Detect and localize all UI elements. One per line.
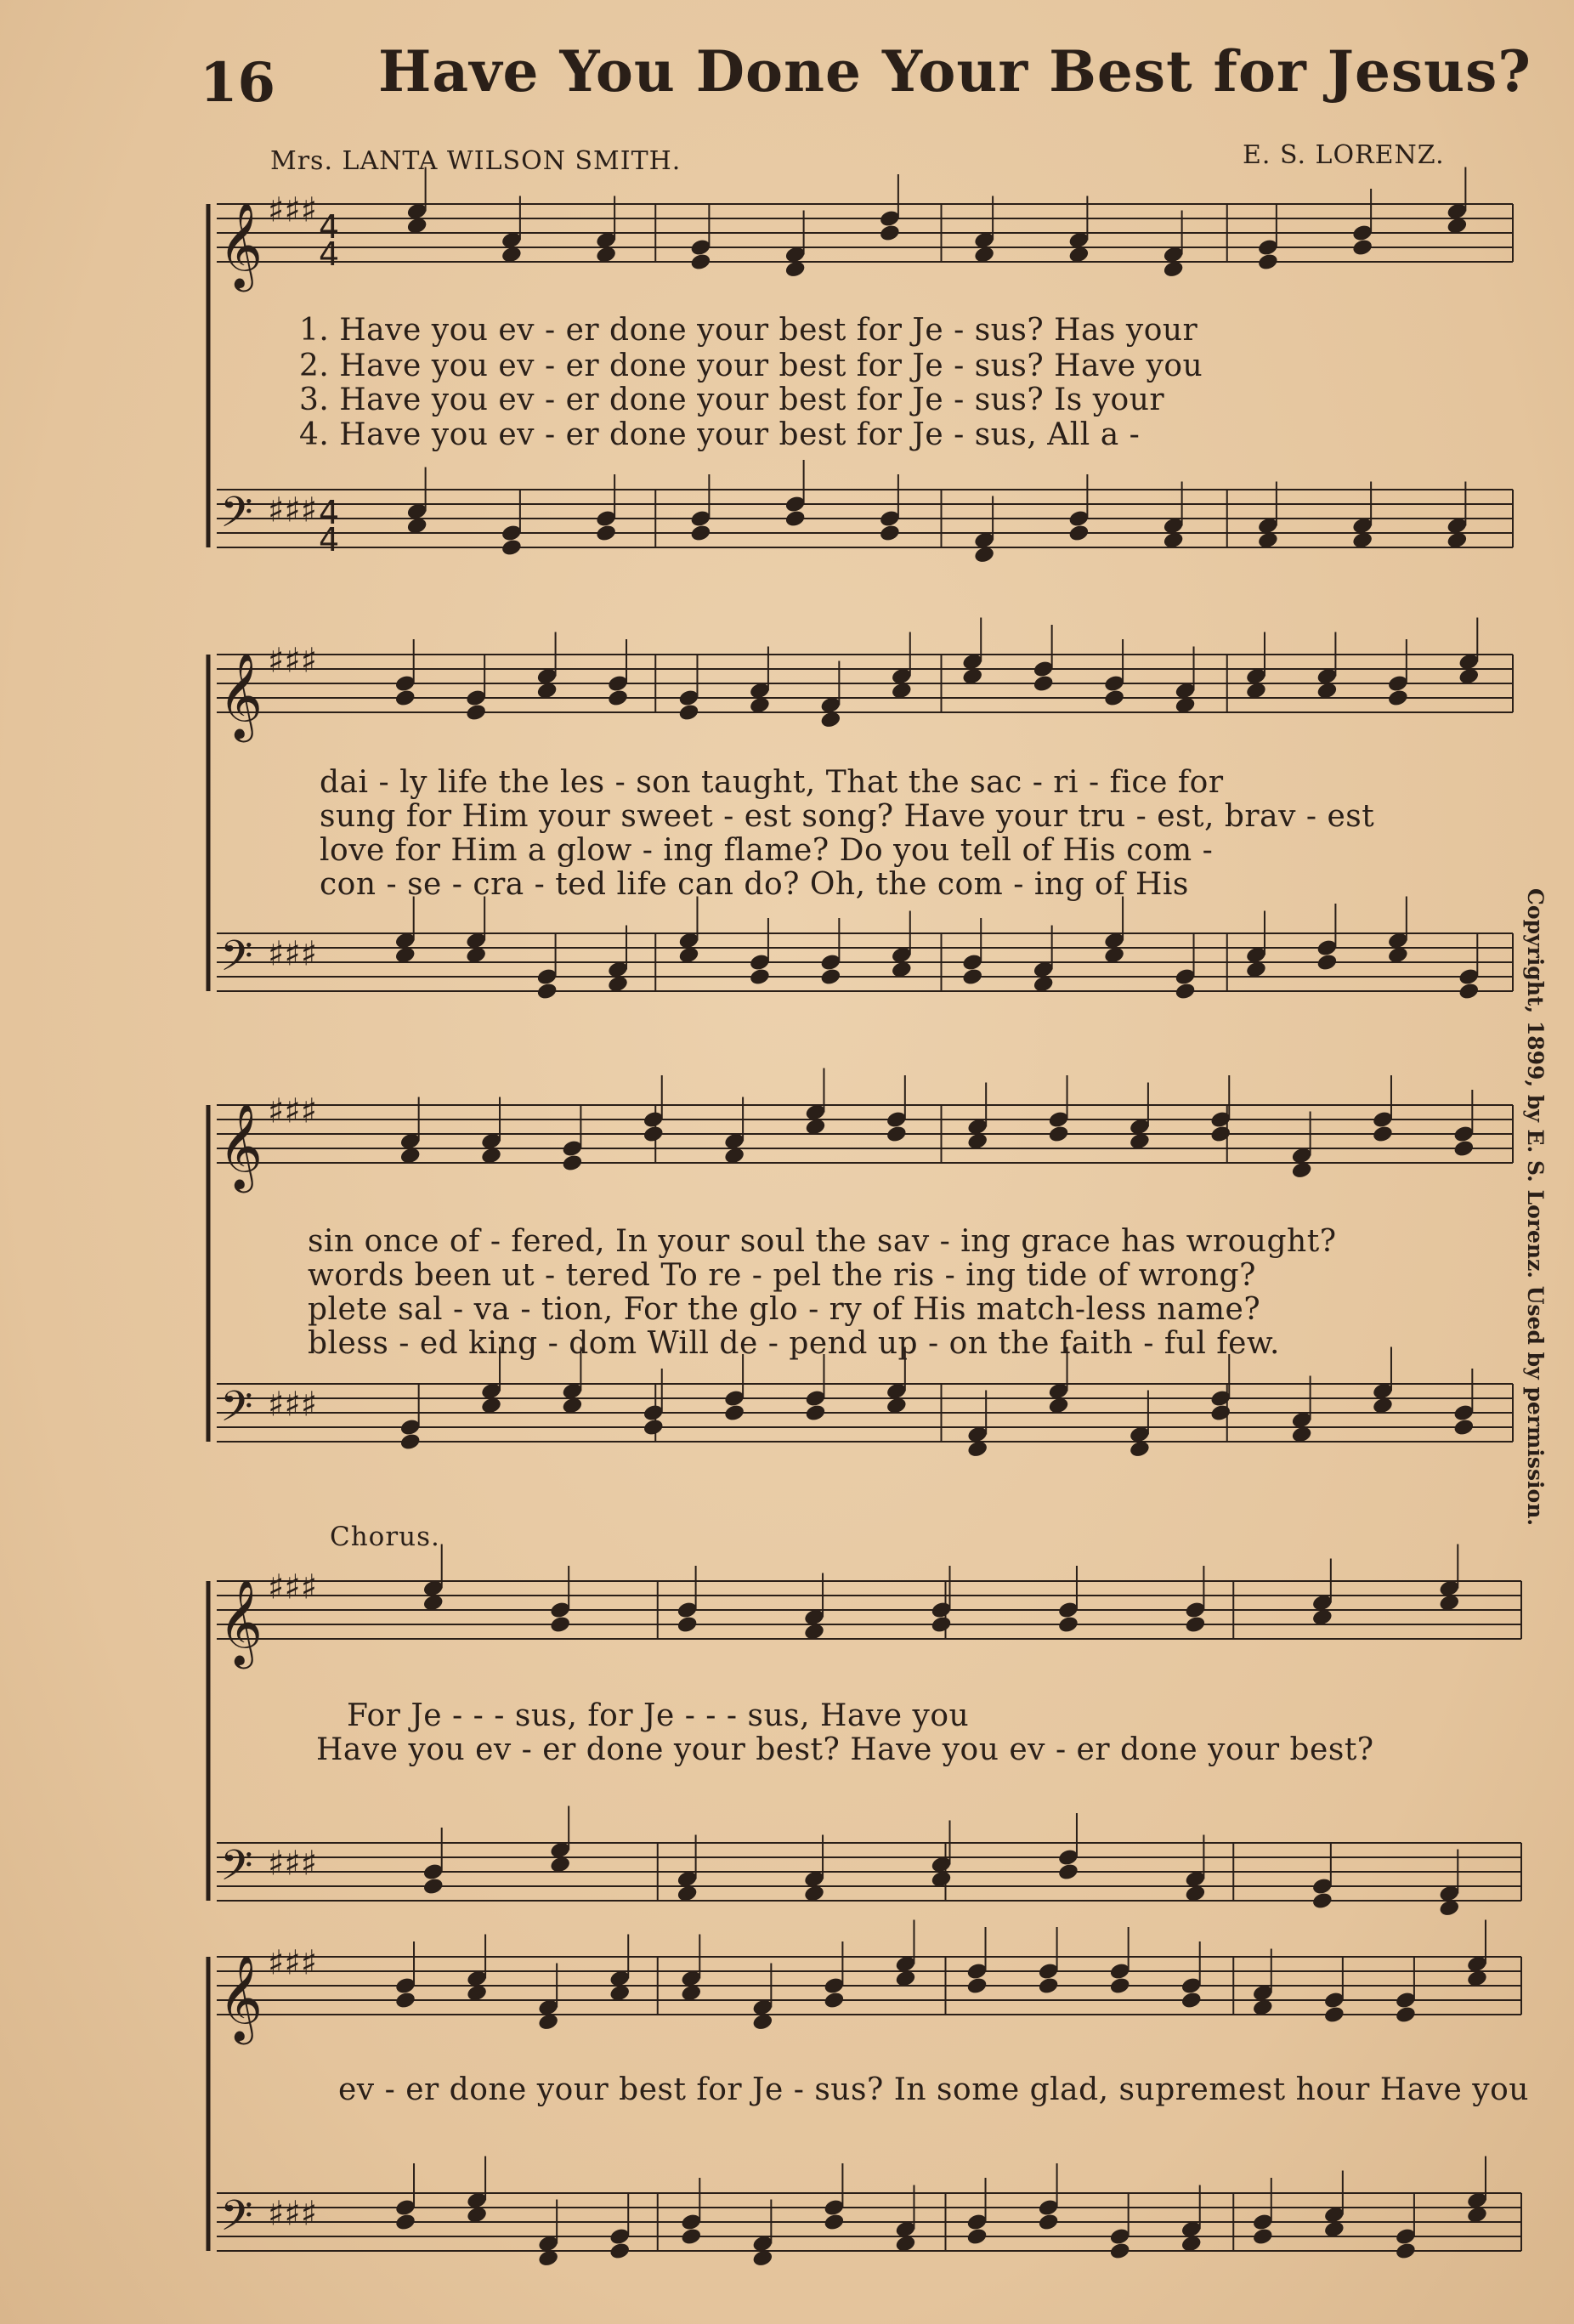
note-head (595, 524, 617, 543)
note-head (399, 1432, 422, 1452)
note-head (804, 1403, 826, 1423)
note-head (965, 2227, 988, 2247)
note-head (1323, 2005, 1345, 2025)
lyric-line: love for Him a glow - ing flame? Do you tell of His com - (320, 833, 1214, 868)
lyric-line: sin once of - fered, In your soul the sav - ing grace has wrought? (308, 1224, 1337, 1259)
key-signature-icon: ♯♯♯ (268, 1943, 318, 1983)
lyric-line: 4. Have you ev - er done your best for Je - sus, All a - (299, 417, 1141, 452)
note-head (1209, 1403, 1231, 1423)
note-head (465, 703, 487, 723)
key-signature-icon: ♯♯♯ (268, 190, 318, 230)
note-head (607, 689, 629, 708)
chorus-label: Chorus. (330, 1522, 440, 1552)
lyric-line: Have you ev - er done your best? Have you ev - er done your best? (316, 1732, 1374, 1767)
note-head (1038, 2213, 1060, 2232)
treble-clef-icon: 𝄞 (218, 651, 263, 739)
hymn-title: Have You Done Your Best for Jesus? (378, 38, 1532, 105)
bass-clef-icon: 𝄢 (220, 488, 253, 547)
note-head (1057, 1862, 1079, 1882)
key-signature-icon: ♯♯♯ (268, 2194, 318, 2234)
note-head (1067, 524, 1090, 543)
bass-clef-icon: 𝄢 (220, 2191, 253, 2251)
note-head (1057, 1615, 1079, 1635)
time-signature: 4 (319, 235, 340, 273)
note-head (549, 1615, 571, 1635)
note-head (879, 524, 901, 543)
treble-clef-icon: 𝄞 (218, 201, 263, 288)
lyric-line: For Je - - - sus, for Je - - - sus, Have you (347, 1698, 970, 1733)
key-signature-icon: ♯♯♯ (268, 641, 318, 681)
note-head (1387, 689, 1409, 708)
note-head (965, 1976, 988, 1996)
author-credit: Mrs. LANTA WILSON SMITH. (270, 146, 682, 176)
note-head (1109, 2242, 1131, 2261)
lyric-line: 2. Have you ev - er done your best for Je - sus? Have you (299, 349, 1203, 383)
note-head (609, 2242, 631, 2261)
note-head (1209, 1125, 1231, 1144)
note-head (1103, 689, 1125, 708)
bass-clef-icon: 𝄢 (220, 1382, 253, 1442)
key-signature-icon: ♯♯♯ (268, 1567, 318, 1607)
note-head (422, 1877, 444, 1896)
note-head (1458, 982, 1480, 1001)
treble-clef-icon: 𝄞 (218, 1102, 263, 1189)
note-head (1452, 1418, 1475, 1437)
note-head (879, 224, 901, 243)
copyright-notice: Copyright, 1899, by E. S. Lorenz. Used by permission. (1523, 888, 1548, 1527)
lyric-line: sung for Him your sweet - est song? Have your tru - est, brav - est (320, 799, 1375, 834)
note-head (1047, 1125, 1069, 1144)
note-head (643, 1418, 665, 1437)
note-head (1452, 1139, 1475, 1159)
note-head (677, 1615, 699, 1635)
note-head (1395, 2005, 1417, 2025)
lyric-line: dai - ly life the les - son taught, That the sac - ri - fice for (320, 765, 1224, 800)
note-head (723, 1403, 745, 1423)
page-number: 16 (200, 51, 276, 115)
note-head (1257, 252, 1279, 272)
note-head (689, 524, 711, 543)
note-head (886, 1125, 908, 1144)
composer-credit: E. S. LORENZ. (1243, 140, 1445, 170)
lyric-line: 3. Have you ev - er done your best for Je - sus? Is your (299, 383, 1165, 417)
lyric-line: bless - ed king - dom Will de - pend up - on the faith - ful few. (308, 1326, 1280, 1361)
note-head (823, 1991, 845, 2010)
note-head (536, 982, 558, 1001)
time-signature: 4 (319, 494, 340, 531)
key-signature-icon: ♯♯♯ (268, 1844, 318, 1884)
lyric-line: plete sal - va - tion, For the glo - ry of His match-less name? (308, 1292, 1261, 1327)
note-head (1311, 1891, 1333, 1911)
treble-clef-icon: 𝄞 (218, 1578, 263, 1665)
note-head (930, 1615, 952, 1635)
note-head (1395, 2242, 1417, 2261)
key-signature-icon: ♯♯♯ (268, 934, 318, 974)
note-head (1184, 1615, 1206, 1635)
key-signature-icon: ♯♯♯ (268, 1091, 318, 1131)
note-head (643, 1125, 665, 1144)
note-head (561, 1153, 583, 1173)
note-head (1372, 1125, 1394, 1144)
note-head (689, 252, 711, 272)
time-signature: 4 (319, 521, 340, 558)
note-head (680, 2227, 702, 2247)
note-head (1316, 953, 1338, 972)
note-head (677, 703, 699, 723)
note-head (1351, 238, 1373, 258)
note-head (823, 2213, 845, 2232)
bass-clef-icon: 𝄢 (220, 932, 253, 991)
note-head (1109, 1976, 1131, 1996)
lyric-line: words been ut - tered To re - pel the ris - ing tide of wrong? (308, 1258, 1256, 1293)
key-signature-icon: ♯♯♯ (268, 490, 318, 530)
note-head (1252, 2227, 1274, 2247)
note-head (961, 967, 983, 987)
note-head (394, 2213, 416, 2232)
note-head (1033, 674, 1055, 694)
time-signature: 4 (319, 208, 340, 246)
lyric-line: ev - er done your best for Je - sus? In some glad, supremest hour Have you (338, 2072, 1529, 2107)
note-head (784, 509, 807, 529)
note-head (394, 689, 416, 708)
lyric-line: 1. Have you ev - er done your best for Je - sus? Has your (299, 313, 1198, 348)
note-head (1180, 1991, 1203, 2010)
note-head (819, 967, 841, 987)
note-head (1038, 1976, 1060, 1996)
note-head (501, 538, 523, 558)
note-head (1174, 982, 1196, 1001)
lyric-line: con - se - cra - ted life can do? Oh, the com - ing of His (320, 867, 1189, 902)
key-signature-icon: ♯♯♯ (268, 1385, 318, 1425)
note-head (394, 1991, 416, 2010)
bass-clef-icon: 𝄢 (220, 1841, 253, 1901)
treble-clef-icon: 𝄞 (218, 1953, 263, 2041)
note-head (749, 967, 771, 987)
